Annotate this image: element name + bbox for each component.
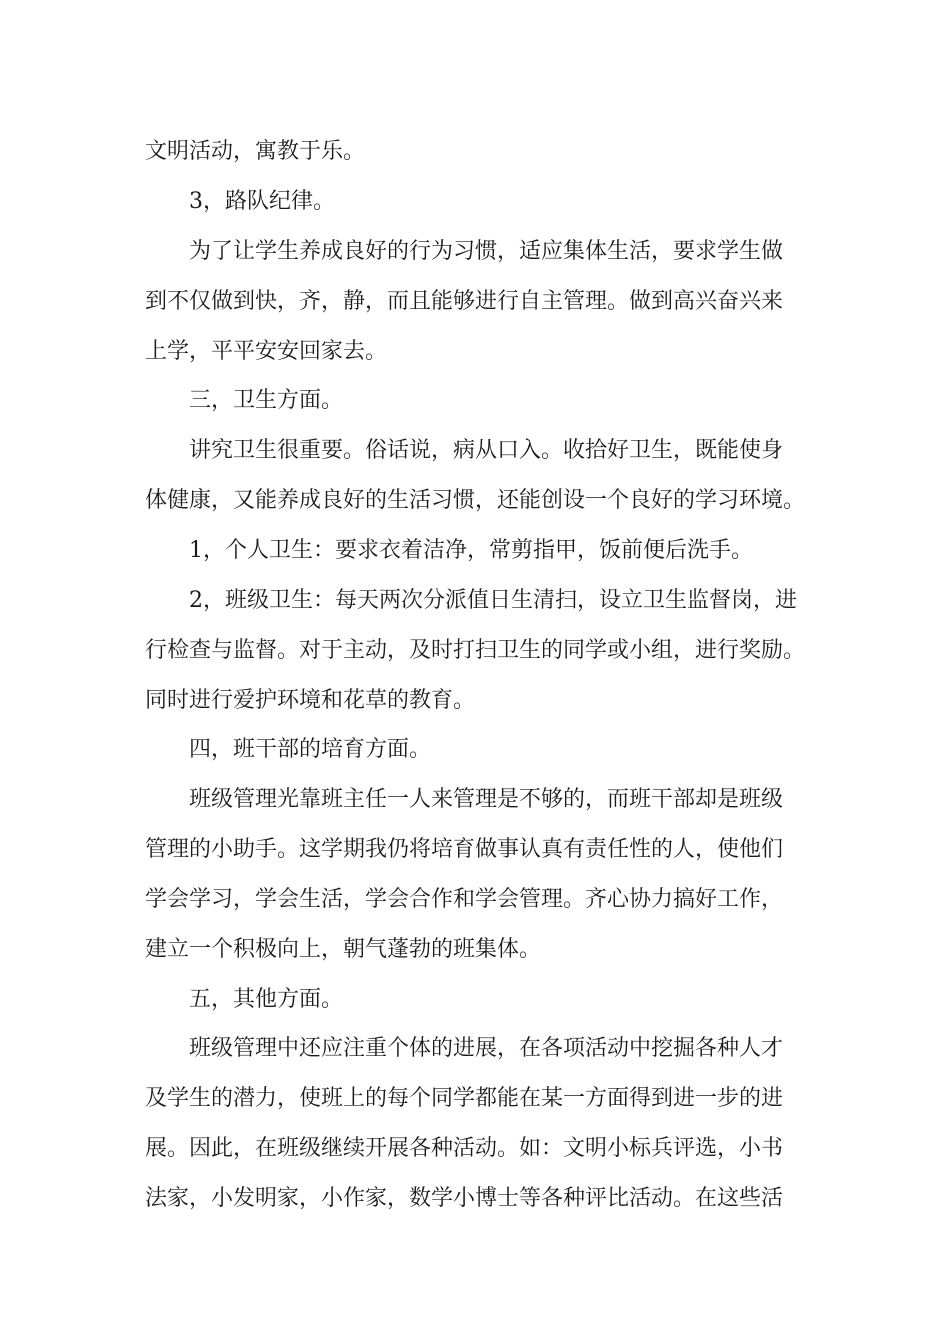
section-heading: 四，班干部的培育方面。	[189, 737, 432, 762]
list-item-line: 2，班级卫生：每天两次分派值日生清扫，设立卫生监督岗，进	[189, 588, 797, 613]
text-line: 上学，平平安安回家去。	[145, 339, 388, 364]
text-line: 法家，小发明家，小作家，数学小博士等各种评比活动。在这些活	[145, 1186, 784, 1211]
subheading-line: 3，路队纪律。	[189, 189, 335, 214]
section-heading: 三，卫生方面。	[189, 388, 344, 413]
text-line: 到不仅做到快，齐，静，而且能够进行自主管理。做到高兴奋兴来	[145, 289, 784, 314]
text-line: 行检查与监督。对于主动，及时打扫卫生的同学或小组，进行奖励。	[145, 638, 806, 663]
paragraph-start-line: 班级管理光靠班主任一人来管理是不够的，而班干部却是班级	[189, 787, 784, 812]
paragraph-start-line: 为了让学生养成良好的行为习惯，适应集体生活，要求学生做	[189, 239, 784, 264]
text-line: 展。因此，在班级继续开展各种活动。如：文明小标兵评选，小书	[145, 1136, 784, 1161]
paragraph-start-line: 班级管理中还应注重个体的进展，在各项活动中挖掘各种人才	[189, 1036, 784, 1061]
text-line: 管理的小助手。这学期我仍将培育做事认真有责任性的人，使他们	[145, 837, 784, 862]
text-line: 及学生的潜力，使班上的每个同学都能在某一方面得到进一步的进	[145, 1086, 784, 1111]
text-line: 建立一个积极向上，朝气蓬勃的班集体。	[145, 937, 542, 962]
text-line: 文明活动，寓教于乐。	[145, 139, 366, 164]
list-item-line: 1，个人卫生：要求衣着洁净，常剪指甲，饭前便后洗手。	[189, 538, 753, 563]
text-line: 学会学习，学会生活，学会合作和学会管理。齐心协力搞好工作，	[145, 887, 784, 912]
section-heading: 五，其他方面。	[189, 987, 344, 1012]
text-line: 体健康，又能养成良好的生活习惯，还能创设一个良好的学习环境。	[145, 488, 806, 513]
text-line: 同时进行爱护环境和花草的教育。	[145, 688, 476, 713]
paragraph-start-line: 讲究卫生很重要。俗话说，病从口入。收拾好卫生，既能使身	[189, 438, 784, 463]
